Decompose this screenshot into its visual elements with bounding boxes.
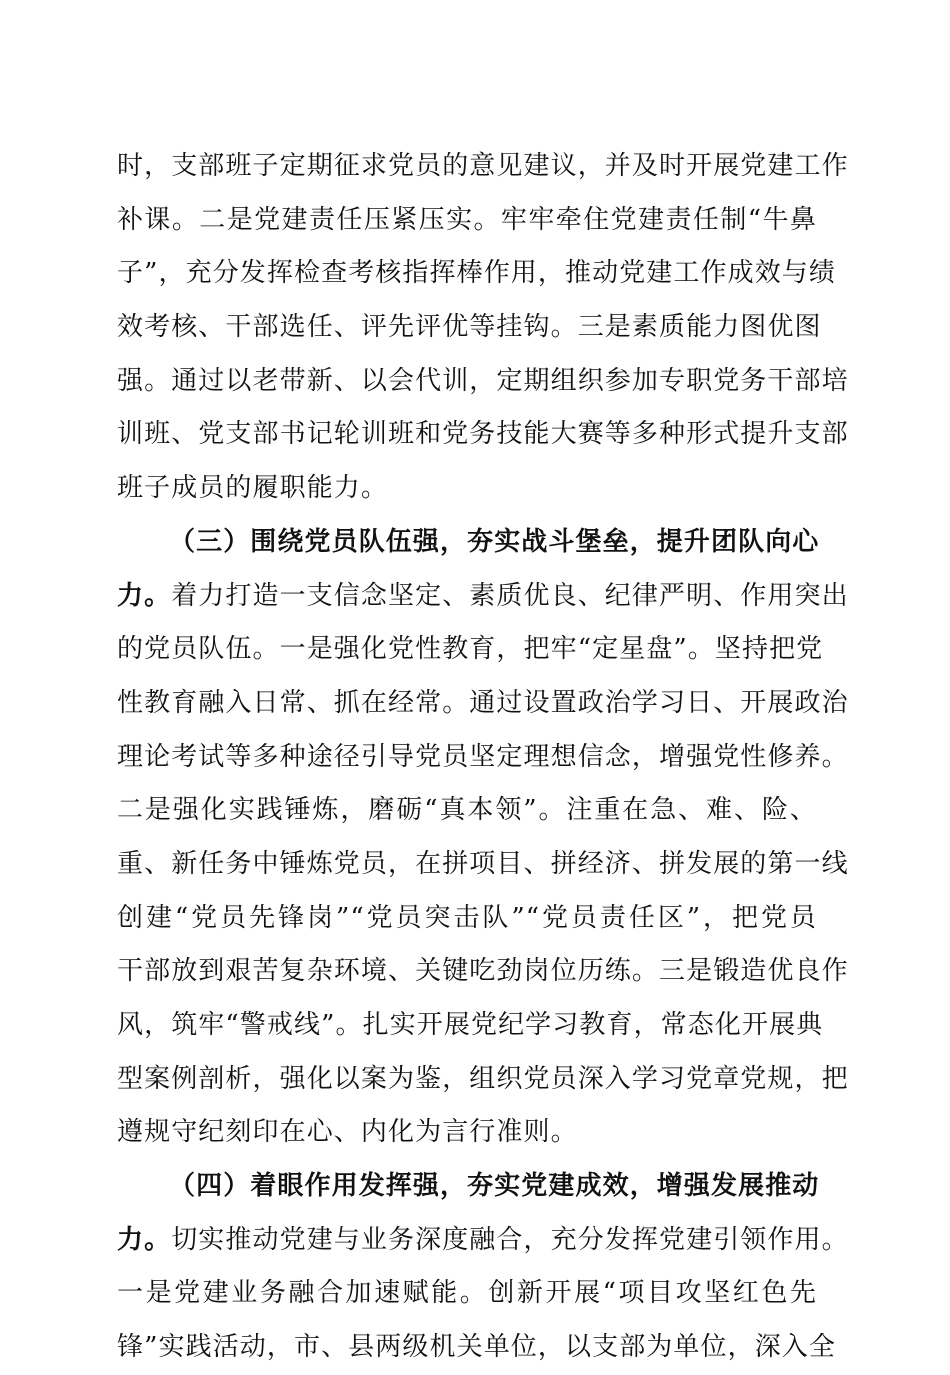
text-line (117, 140, 849, 194)
line-text: 干部放到艰苦复杂环境、关键吃劲岗位历练。三是锻造优良作 (117, 956, 849, 987)
text-line (117, 194, 817, 248)
text-line (117, 1267, 817, 1321)
line-text: 切实推动党建与业务深度融合，充分发挥党建引领作用。 (171, 1224, 849, 1255)
heading-text-continued: 力。 (117, 580, 172, 611)
text-line (117, 945, 849, 999)
text-line (117, 1321, 836, 1375)
section-heading-3 (117, 516, 820, 570)
line-text: 二是强化实践锤炼，磨砺“真本领”。注重在急、难、险、 (117, 795, 817, 826)
text-line (117, 570, 849, 624)
text-line (117, 408, 849, 462)
line-text: 一是党建业务融合加速赋能。创新开展“项目攻坚红色先 (117, 1278, 817, 1309)
text-line (117, 838, 849, 892)
text-line (117, 1214, 849, 1268)
line-text: 强。通过以老带新、以会代训，定期组织参加专职党务干部培 (117, 365, 849, 396)
line-text: 性教育融入日常、抓在经常。通过设置政治学习日、开展政治 (117, 687, 849, 718)
text-line (117, 1106, 817, 1160)
text-line (117, 623, 824, 677)
text-line (117, 247, 836, 301)
line-text: 锋”实践活动，市、县两级机关单位，以支部为单位，深入全 (117, 1332, 836, 1363)
text-line (117, 999, 824, 1053)
heading-text: （三）围绕党员队伍强，夯实战斗堡垒，提升团队向心 (169, 526, 820, 557)
line-text: 遵规守纪刻印在心、内化为言行准则。 (117, 1117, 578, 1148)
line-text: 着力打造一支信念坚定、素质优良、纪律严明、作用突出 (171, 580, 849, 611)
line-text: 理论考试等多种途径引导党员坚定理想信念，增强党性修养。 (117, 741, 849, 772)
text-line (117, 1053, 849, 1107)
text-line (117, 462, 817, 516)
line-text: 重、新任务中锤炼党员，在拼项目、拼经济、拼发展的第一线 (117, 848, 849, 879)
text-line (117, 731, 849, 785)
text-line (117, 784, 817, 838)
heading-text-continued: 力。 (117, 1224, 172, 1255)
line-text: 子”，充分发挥检查考核指挥棒作用，推动党建工作成效与绩 (117, 258, 836, 289)
section-heading-4 (117, 1160, 820, 1214)
heading-text: （四）着眼作用发挥强，夯实党建成效，增强发展推动 (169, 1171, 820, 1202)
document-body (117, 140, 849, 1375)
line-text: 时，支部班子定期征求党员的意见建议，并及时开展党建工作 (117, 151, 849, 181)
text-line (117, 355, 849, 409)
line-text: 效考核、干部选任、评先评优等挂钩。三是素质能力图优图 (117, 312, 822, 343)
line-text: 的党员队伍。一是强化党性教育，把牢“定星盘”。坚持把党 (117, 634, 824, 665)
line-text: 补课。二是党建责任压紧压实。牢牢牵住党建责任制“牛鼻 (117, 204, 817, 235)
line-text: 型案例剖析，强化以案为鉴，组织党员深入学习党章党规，把 (117, 1063, 849, 1094)
text-line (117, 892, 817, 946)
text-line (117, 677, 849, 731)
line-text: 创建“党员先锋岗”“党员突击队”“党员责任区”，把党员 (117, 902, 817, 933)
line-text: 班子成员的履职能力。 (117, 473, 389, 504)
line-text: 风，筑牢“警戒线”。扎实开展党纪学习教育，常态化开展典 (117, 1010, 824, 1040)
text-line (117, 301, 822, 355)
line-text: 训班、党支部书记轮训班和党务技能大赛等多种形式提升支部 (117, 419, 849, 450)
